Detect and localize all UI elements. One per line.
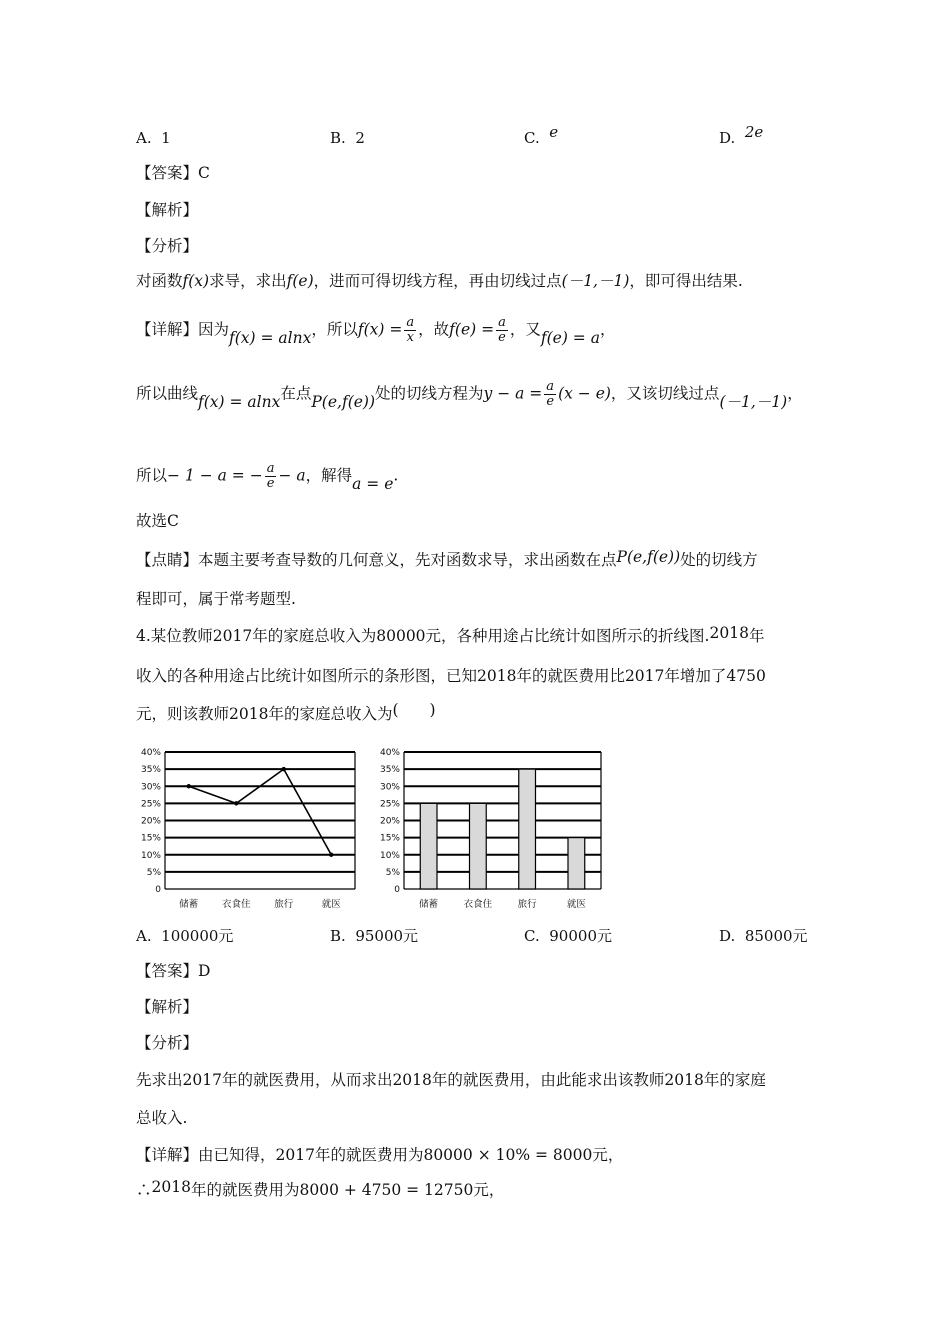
bar-chart-category-label: 旅行: [517, 899, 537, 910]
q3-option-b: B. 2: [330, 129, 365, 147]
line-chart-ytick-label: 35%: [140, 765, 161, 776]
line-chart-ytick-label: 15%: [140, 833, 161, 844]
line-point: [234, 801, 238, 805]
line-series: [189, 769, 332, 855]
line-chart-category-label: 旅行: [274, 899, 294, 910]
bar-chart-ytick-label: 30%: [379, 782, 400, 793]
line-chart-ytick-label: 20%: [140, 816, 161, 827]
bar-chart-ytick-label: 10%: [379, 850, 400, 861]
q3-fenxi-heading: 【分析】: [136, 237, 199, 255]
line-chart-ytick-label: 40%: [140, 748, 161, 758]
q3-choose: 故选C: [136, 512, 179, 530]
line-chart-category-label: 储蓄: [179, 899, 199, 910]
q3-detail-line1: 【详解】因为f(x) = alnx，所以f(x) = $\frac{a}{x}$ ，故f(e) = $\frac{a}{e}$ ，又f(e) = a，: [136, 315, 616, 347]
q3-answer: 【答案】C: [136, 164, 210, 182]
line-point: [329, 853, 333, 857]
q4-option-c: C. 90000元: [524, 927, 612, 945]
q3-option-a: A. 1: [136, 129, 171, 147]
bar-chart-ytick-label: 0: [394, 885, 400, 895]
line-chart-ytick-label: 5%: [146, 867, 161, 878]
q4-fenxi-line2: 总收入.: [136, 1109, 188, 1127]
line-chart-ytick-label: 25%: [140, 799, 161, 810]
line-chart-ytick-label: 30%: [140, 782, 161, 793]
q3-dianjing-line2: 程即可，属于常考题型.: [136, 590, 296, 608]
q4-stem-line3: 元，则该教师2018年的家庭总收入为( ): [136, 701, 436, 723]
q3-dianjing-line1: 【点睛】本题主要考查导数的几何意义，先对函数求导，求出函数在点P(e,f(e))处的切线方: [136, 548, 758, 569]
q4-answer: 【答案】D: [136, 962, 211, 980]
q3-option-d: D. 2e: [719, 123, 764, 147]
line-point: [282, 767, 286, 771]
q4-stem-line1: 4.某位教师2017年的家庭总收入为80000元，各种用途占比统计如图所示的折线图.2018年: [136, 624, 765, 645]
bar-chart-ytick-label: 35%: [379, 765, 400, 776]
bar-chart-ytick-label: 25%: [379, 799, 400, 810]
q3-detail-line3: 所以− 1 − a = − $\frac{a}{e}$ − a，解得a = e.: [136, 461, 399, 493]
q4-fenxi-line1: 先求出2017年的就医费用，从而求出2018年的就医费用，由此能求出该教师2018年的家庭: [136, 1071, 766, 1089]
q3-analysis-heading: 【解析】: [136, 201, 199, 219]
line-chart-category-label: 衣食住: [221, 899, 251, 910]
bar-chart: [368, 742, 608, 912]
q4-detail-line1: 【详解】由已知得，2017年的就医费用为80000 × 10% = 8000元，: [136, 1146, 624, 1164]
q4-stem-line2: 收入的各种用途占比统计如图所示的条形图，已知2018年的就医费用比2017年增加了4750: [136, 667, 766, 685]
q4-analysis-heading: 【解析】: [136, 998, 199, 1016]
bar: [568, 838, 585, 889]
line-chart-ytick-label: 10%: [140, 850, 161, 861]
bar: [470, 803, 487, 889]
bar-chart-category-label: 储蓄: [419, 899, 439, 910]
bar: [420, 803, 437, 889]
q4-option-d: D. 85000元: [719, 927, 808, 945]
q3-option-c: C. e: [524, 123, 559, 147]
bar-chart-category-label: 衣食住: [463, 899, 493, 910]
q3-fenxi-text: 对函数f(x)求导，求出f(e)，进而可得切线方程，再由切线过点(－1,－1)，即可得出结果.: [136, 272, 743, 290]
q3-detail-line2: 所以曲线f(x) = alnx在点P(e,f(e))处的切线方程为y − a = $\frac{a}{e}$ (x − e)，又该切线过点(－1,－1)，: [136, 379, 803, 411]
q4-option-b: B. 95000元: [330, 927, 419, 945]
line-point: [187, 784, 191, 788]
line-chart-category-label: 就医: [321, 899, 341, 910]
bar-chart-ytick-label: 40%: [379, 748, 400, 758]
q4-fenxi-heading: 【分析】: [136, 1034, 199, 1052]
bar-chart-ytick-label: 15%: [379, 833, 400, 844]
bar: [519, 769, 536, 889]
q4-detail-line2: ∴2018年的就医费用为8000 + 4750 = 12750元，: [136, 1178, 505, 1199]
q4-option-a: A. 100000元: [136, 927, 234, 945]
bar-chart-ytick-label: 5%: [385, 867, 400, 878]
line-chart: [133, 742, 358, 912]
line-chart-ytick-label: 0: [155, 885, 161, 895]
bar-chart-category-label: 就医: [566, 899, 586, 910]
bar-chart-ytick-label: 20%: [379, 816, 400, 827]
